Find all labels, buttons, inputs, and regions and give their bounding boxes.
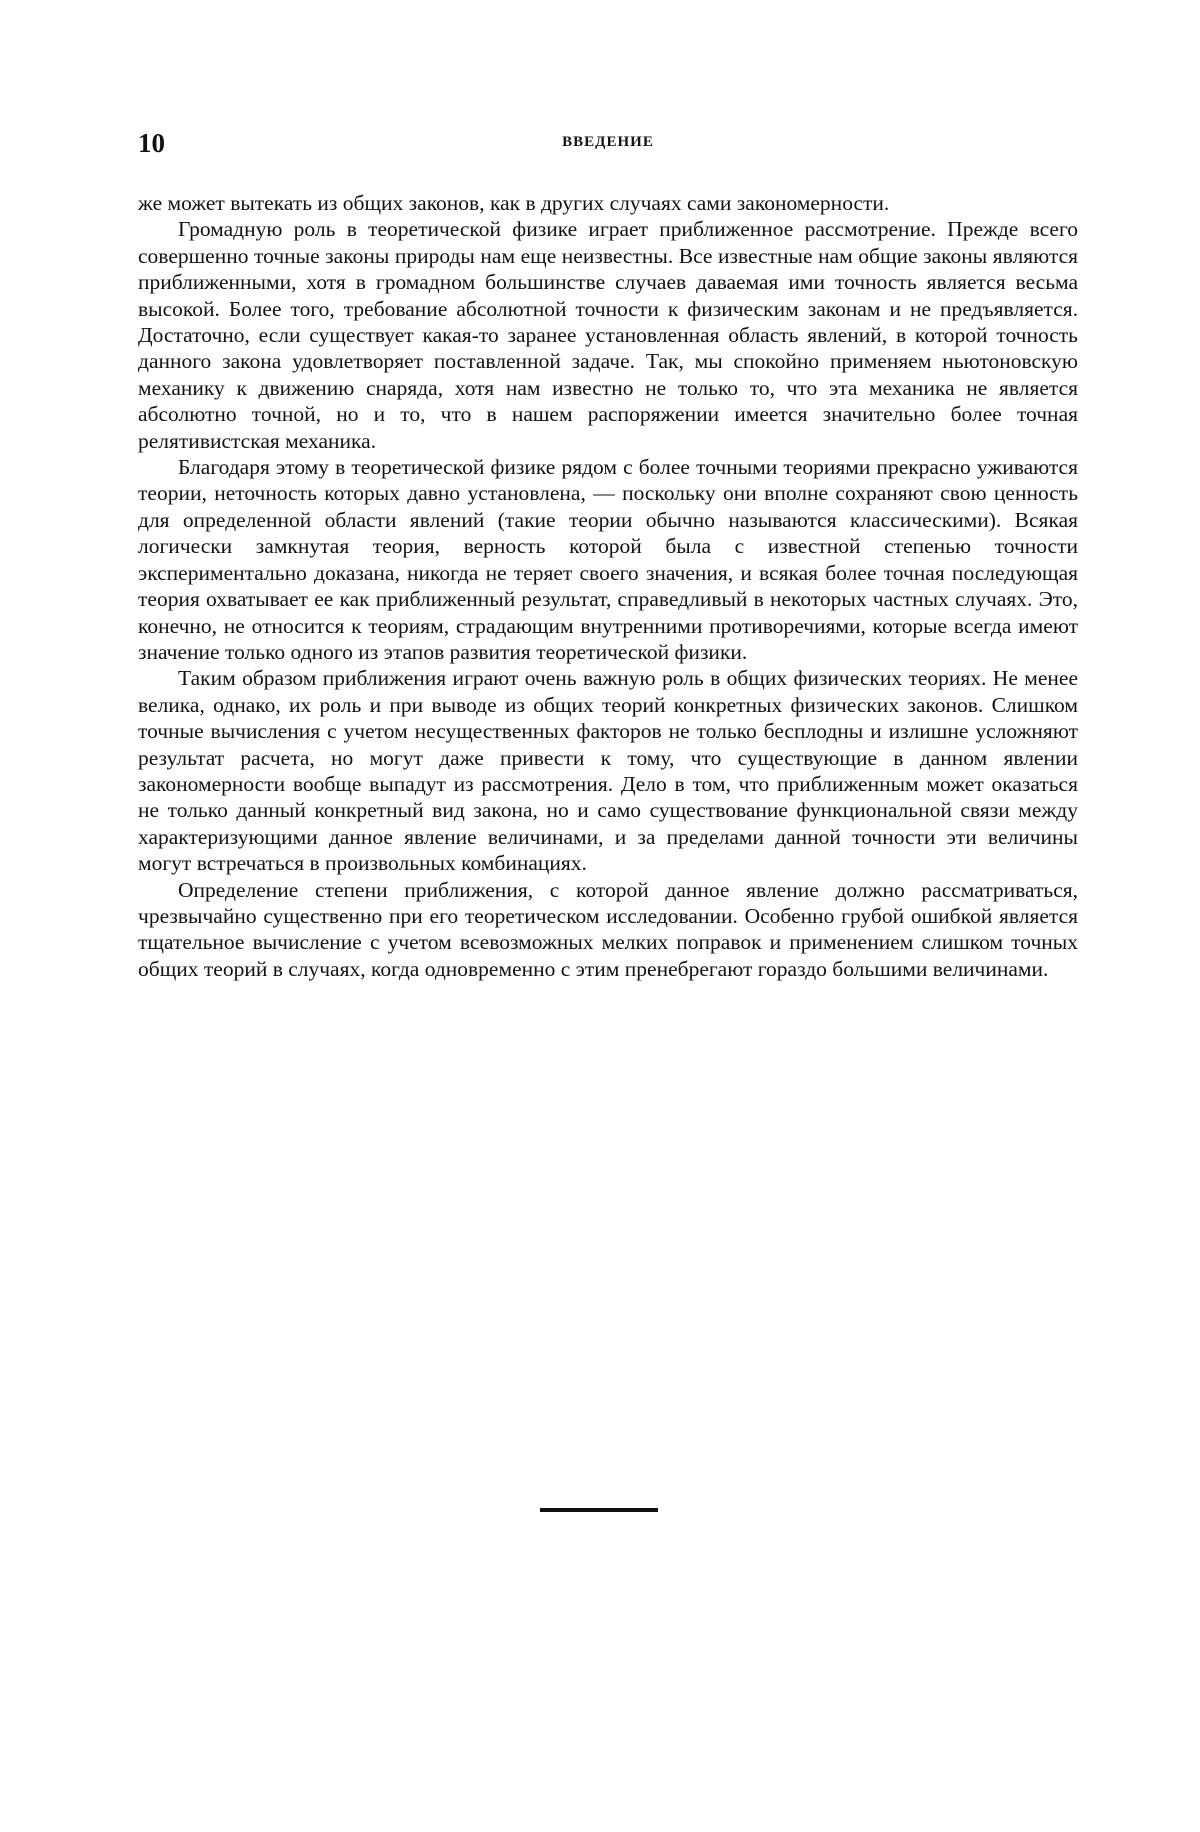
page-header	[138, 128, 1078, 158]
end-of-section-rule	[540, 1508, 658, 1512]
paragraph-role-of-approximations: Таким образом приближения играют очень важную роль в общих физических теориях. Не менее велика, однако, их роль и при выводе из общих теорий конкретных физических законов. Слишком точные вычисления с учетом несущественных факторов не только бесплодны и излишне усложняют результат расчета, но могут даже привести к тому, что существующие в данном явлении закономерности вообще выпадут из рассмотрения. Дело в том, что приближенным может оказаться не только данный конкретный вид закона, но и само существование функциональной связи между характеризующими данное явление величинами, и за пределами данной точности эти величины могут встречаться в произвольных комбинациях.	[138, 666, 1078, 876]
paragraph-approximate-consideration: Громадную роль в теоретической физике играет приближенное рассмотрение. Прежде всего совершенно точные законы природы нам еще неизвестны. Все известные нам общие законы являются приближенными, хотя в громадном большинстве случаев даваемая ими точность является весьма высокой. Более того, требование абсолютной точности к физическим законам и не предъявляется. Достаточно, если существует какая-то заранее установленная область явлений, в которой точность данного закона удовлетворяет поставленной задаче. Так, мы спокойно применяем ньютоновскую механику к движению снаряда, хотя нам известно не только то, что эта механика не является абсолютно точной, но и то, что в нашем распоряжении имеется значительно более точная релятивистская механика.	[138, 217, 1078, 453]
page-number: 10	[138, 128, 165, 158]
running-head: ВВЕДЕНИЕ	[562, 134, 654, 150]
paragraph-classical-theories: Благодаря этому в теоретической физике рядом с более точными теориями прекрасно уживаются теории, неточность которых давно установлена, — поскольку они вполне сохраняют свою ценность для определенной области явлений (такие теории обычно называются классическими). Всякая логически замкнутая теория, верность которой была с известной степенью точности экспериментально доказана, никогда не теряет своего значения, и всякая более точная последующая теория охватывает ее как приближенный результат, справедливый в некоторых частных случаях. Это, конечно, не относится к теориям, страдающим внутренними противоречиями, которые всегда имеют значение только одного из этапов развития теоретической физики.	[138, 455, 1078, 664]
body-text	[138, 190, 1078, 982]
paragraph-degree-of-approximation: Определение степени приближения, с которой данное явление должно рассматриваться, чрезвычайно существенно при его теоретическом исследовании. Особенно грубой ошибкой является тщательное вычисление с учетом всевозможных мелких поправок и применением слишком точных общих теорий в случаях, когда одновременно с этим пренебрегают гораздо большими величинами.	[138, 877, 1078, 981]
paragraph-continuation: же может вытекать из общих законов, как в других случаях сами закономерности.	[138, 191, 890, 215]
